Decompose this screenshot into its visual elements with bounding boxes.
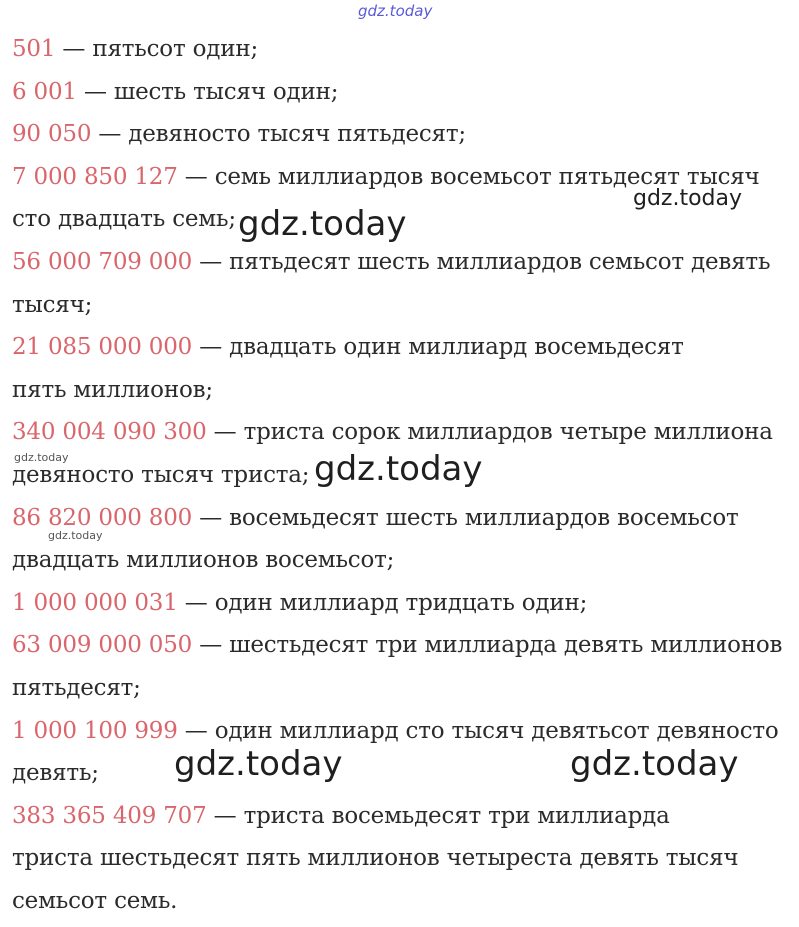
- text-line: [12, 624, 792, 667]
- text-line: [12, 880, 792, 923]
- text-line: [12, 369, 792, 412]
- text-line: [12, 582, 792, 625]
- text-line: [12, 795, 792, 838]
- text-line: [12, 241, 792, 284]
- number-value: 383 365 409 707: [12, 802, 207, 829]
- number-value: 6 001: [12, 78, 77, 105]
- number-words: — пятьсот один;: [55, 36, 259, 62]
- number-value: 501: [12, 36, 56, 62]
- watermark: gdz.today: [633, 186, 743, 211]
- watermark: gdz.today: [174, 744, 343, 784]
- number-words: пять миллионов;: [12, 376, 213, 403]
- number-words: — девяносто тысяч пятьдесят;: [91, 121, 466, 148]
- number-words: — шестьдесят три миллиарда девять миллионов: [192, 632, 783, 659]
- number-words: — один миллиард тридцать один;: [177, 589, 588, 616]
- text-line: [12, 71, 792, 114]
- text-line: [12, 411, 792, 454]
- number-words: — триста восемьдесят три миллиарда: [206, 802, 670, 829]
- text-line: [12, 539, 792, 582]
- number-words: — восемьдесят шесть миллиардов восемьсот: [192, 504, 739, 531]
- text-line: [12, 28, 792, 71]
- number-words: — триста сорок миллиардов четыре миллиона: [206, 419, 773, 446]
- number-words: — один миллиард сто тысяч девятьсот девяносто: [177, 717, 779, 744]
- number-value: 56 000 709 000: [12, 248, 193, 275]
- number-words: двадцать миллионов восемьсот;: [12, 547, 395, 574]
- text-line: [12, 326, 792, 369]
- watermark: gdz.today: [48, 529, 103, 542]
- number-value: 90 050: [12, 121, 92, 148]
- number-words: — пятьдесят шесть миллиардов семьсот девять: [192, 248, 771, 275]
- text-line: [12, 113, 792, 156]
- number-value: 1 000 100 999: [12, 717, 178, 744]
- number-words: пятьдесят;: [12, 674, 141, 701]
- watermark: gdz.today: [570, 744, 739, 784]
- number-words: — шесть тысяч один;: [76, 78, 339, 105]
- number-words: семьсот семь.: [12, 887, 178, 914]
- number-value: 340 004 090 300: [12, 419, 207, 446]
- watermark: gdz.today: [314, 449, 483, 489]
- text-line: [12, 284, 792, 327]
- number-words: триста шестьдесят пять миллионов четыреста девять тысяч: [12, 845, 739, 872]
- number-words: девять;: [12, 760, 99, 787]
- text-line: [12, 497, 792, 540]
- number-value: 86 820 000 800: [12, 504, 193, 531]
- watermark-top: gdz.today: [358, 2, 433, 20]
- number-words: тысяч;: [12, 291, 93, 318]
- text-line: [12, 667, 792, 710]
- text-line: [12, 837, 792, 880]
- number-value: 63 009 000 050: [12, 632, 193, 659]
- watermark: gdz.today: [238, 204, 407, 244]
- number-words: — семь миллиардов восемьсот пятьдесят тысяч: [177, 163, 760, 190]
- watermark: gdz.today: [14, 451, 69, 464]
- number-value: 1 000 000 031: [12, 589, 178, 616]
- number-value: 21 085 000 000: [12, 334, 193, 361]
- number-words: девяносто тысяч триста;: [12, 461, 310, 488]
- number-words: — двадцать один миллиард восемьдесят: [192, 334, 684, 361]
- number-words: сто двадцать семь;: [12, 206, 236, 233]
- number-value: 7 000 850 127: [12, 163, 178, 190]
